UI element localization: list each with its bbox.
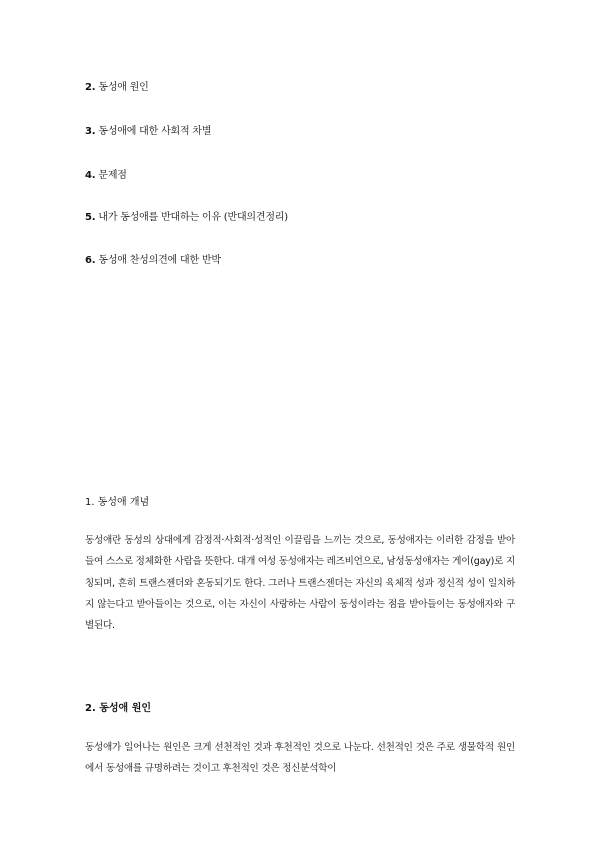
toc-item <box>85 166 127 181</box>
section-paragraph: 동성애가 일어나는 원인은 크게 선천적인 것과 후천적인 것으로 나눈다. 선천적인 것은 주로 생물학적 원인에서 동성애를 규명하려는 것이고 후천적인 것은 정신분석학이 <box>85 742 515 775</box>
toc-item-number: 4. <box>85 170 96 181</box>
toc-item-number: 2. <box>85 82 96 93</box>
section-paragraph: 동성애란 동성의 상대에게 감정적·사회적·성적인 이끌림을 느끼는 것으로, 동성애자는 이러한 감정을 받아들여 스스로 정체화한 사람을 뜻한다. 대개 여성 동성애자는 레즈비언으로, 남성동성애자는 게이(gay)로 지칭되며, 흔히 트랜스젠더와 혼동되기도 한다. 그러나 트랜스젠더는 자신의 육체적 성과 정신적 성이 일치하지 않는다고 받아들이는 것으로, 이는 자신이 사랑하는 사람이 동성이라는 점을 받아들이는 동성애자와 구별된다. <box>85 535 515 632</box>
toc-item-label: 내가 동성애를 반대하는 이유 (반대의견정리) <box>98 212 288 223</box>
toc-item <box>85 78 149 93</box>
toc-item-label: 동성애에 대한 사회적 차별 <box>98 126 212 137</box>
toc-item-label: 동성애 찬성의견에 대한 반박 <box>98 255 221 266</box>
toc-item <box>85 208 288 223</box>
toc-item-label: 문제점 <box>98 170 127 181</box>
toc-item-number: 5. <box>85 212 96 223</box>
toc-item-number: 6. <box>85 255 96 266</box>
toc-item <box>85 251 221 266</box>
toc-item-label: 동성애 원인 <box>98 82 149 93</box>
toc-item <box>85 122 211 137</box>
section-heading: 2. 동성애 원인 <box>85 703 152 714</box>
toc-item-number: 3. <box>85 126 96 137</box>
section-heading: 1. 동성애 개념 <box>85 497 150 508</box>
